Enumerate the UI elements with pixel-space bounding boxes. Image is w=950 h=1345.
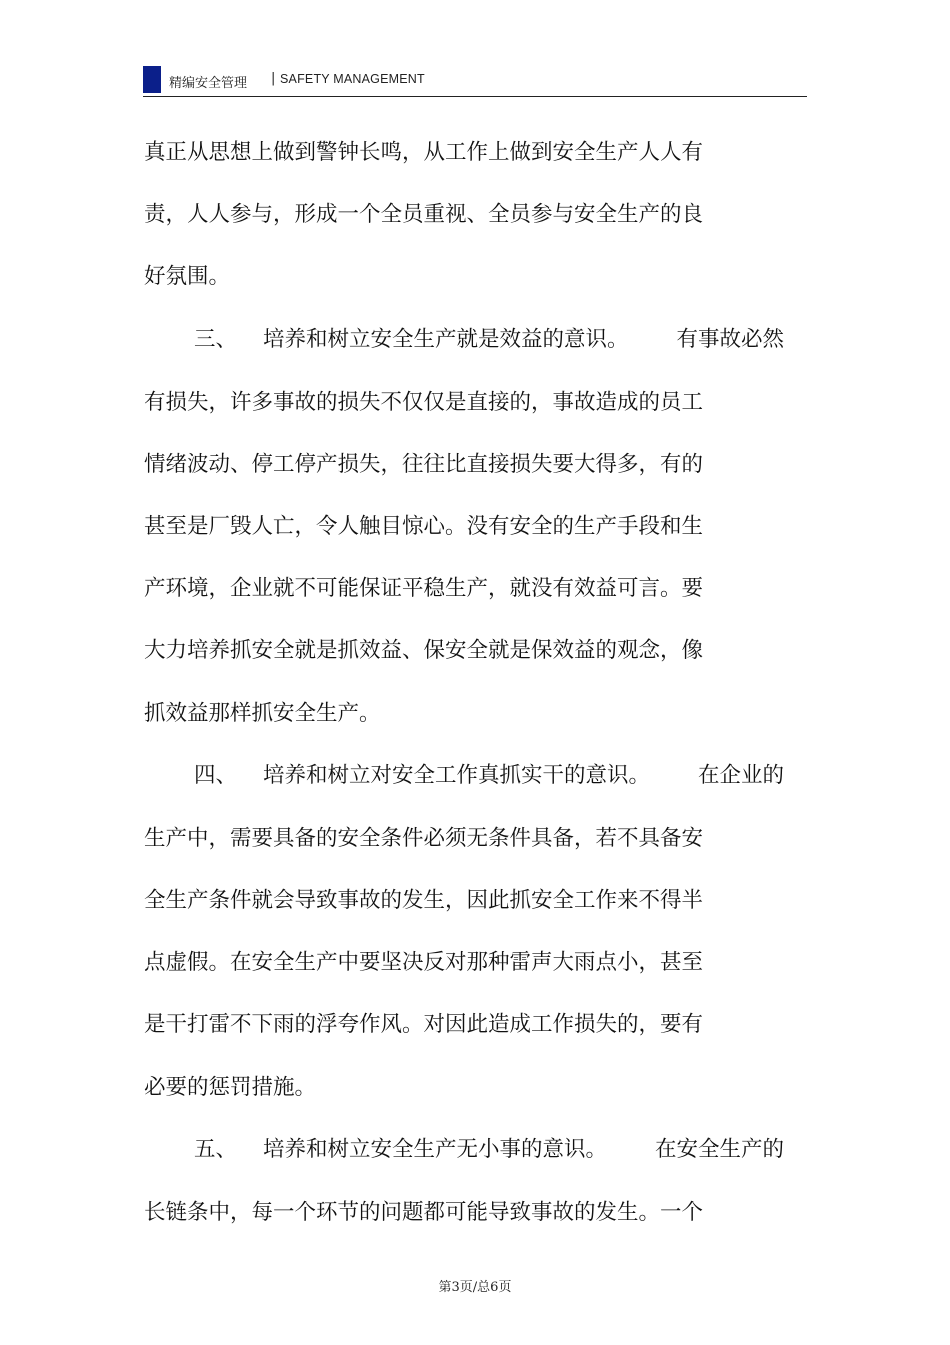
body-line: 必要的惩罚措施。 (144, 1075, 317, 1100)
section-number: 四、 (194, 763, 238, 788)
body-line: 好氛围。 (144, 264, 231, 289)
section-heading-line (194, 325, 784, 355)
section-number: 三、 (194, 327, 238, 352)
section-heading-line (194, 1135, 784, 1165)
header-title-cn: 精编安全管理 (169, 76, 248, 91)
body-line: 长链条中，每一个环节的问题都可能导致事故的发生。一个 (144, 1200, 704, 1225)
body-line: 甚至是厂毁人亡，令人触目惊心。没有安全的生产手段和生 (144, 514, 704, 539)
section-heading-line (194, 761, 784, 791)
section-tail: 有事故必然 (676, 327, 785, 352)
section-tail: 在企业的 (698, 763, 785, 788)
section-number: 五、 (194, 1137, 238, 1162)
section-tail: 在安全生产的 (655, 1137, 785, 1162)
body-line: 真正从思想上做到警钟长鸣，从工作上做到安全生产人人有 (144, 140, 704, 165)
section-heading: 培养和树立对安全工作真抓实干的意识。 (263, 763, 651, 788)
body-line: 情绪波动、停工停产损失，往往比直接损失要大得多，有的 (144, 452, 704, 477)
body-line: 是干打雷不下雨的浮夸作风。对因此造成工作损失的，要有 (144, 1012, 704, 1037)
page-header (143, 66, 807, 97)
body-line: 全生产条件就会导致事故的发生，因此抓安全工作来不得半 (144, 888, 704, 913)
body-line: 责，人人参与，形成一个全员重视、全员参与安全生产的良 (144, 202, 704, 227)
logo-icon (143, 66, 161, 93)
section-heading: 培养和树立安全生产就是效益的意识。 (263, 327, 629, 352)
body-line: 大力培养抓安全就是抓效益、保安全就是保效益的观念，像 (144, 638, 704, 663)
section-heading: 培养和树立安全生产无小事的意识。 (263, 1137, 608, 1162)
header-title-en: SAFETY MANAGEMENT (280, 72, 425, 86)
body-line: 抓效益那样抓安全生产。 (144, 701, 381, 726)
body-line: 点虚假。在安全生产中要坚决反对那种雷声大雨点小，甚至 (144, 950, 704, 975)
body-line: 生产中，需要具备的安全条件必须无条件具备，若不具备安 (144, 826, 704, 851)
page-number: 第3页/总6页 (438, 1280, 512, 1295)
body-line: 有损失，许多事故的损失不仅仅是直接的，事故造成的员工 (144, 390, 704, 415)
body-line: 产环境，企业就不可能保证平稳生产，就没有效益可言。要 (144, 576, 704, 601)
header-separator: | (271, 71, 276, 86)
